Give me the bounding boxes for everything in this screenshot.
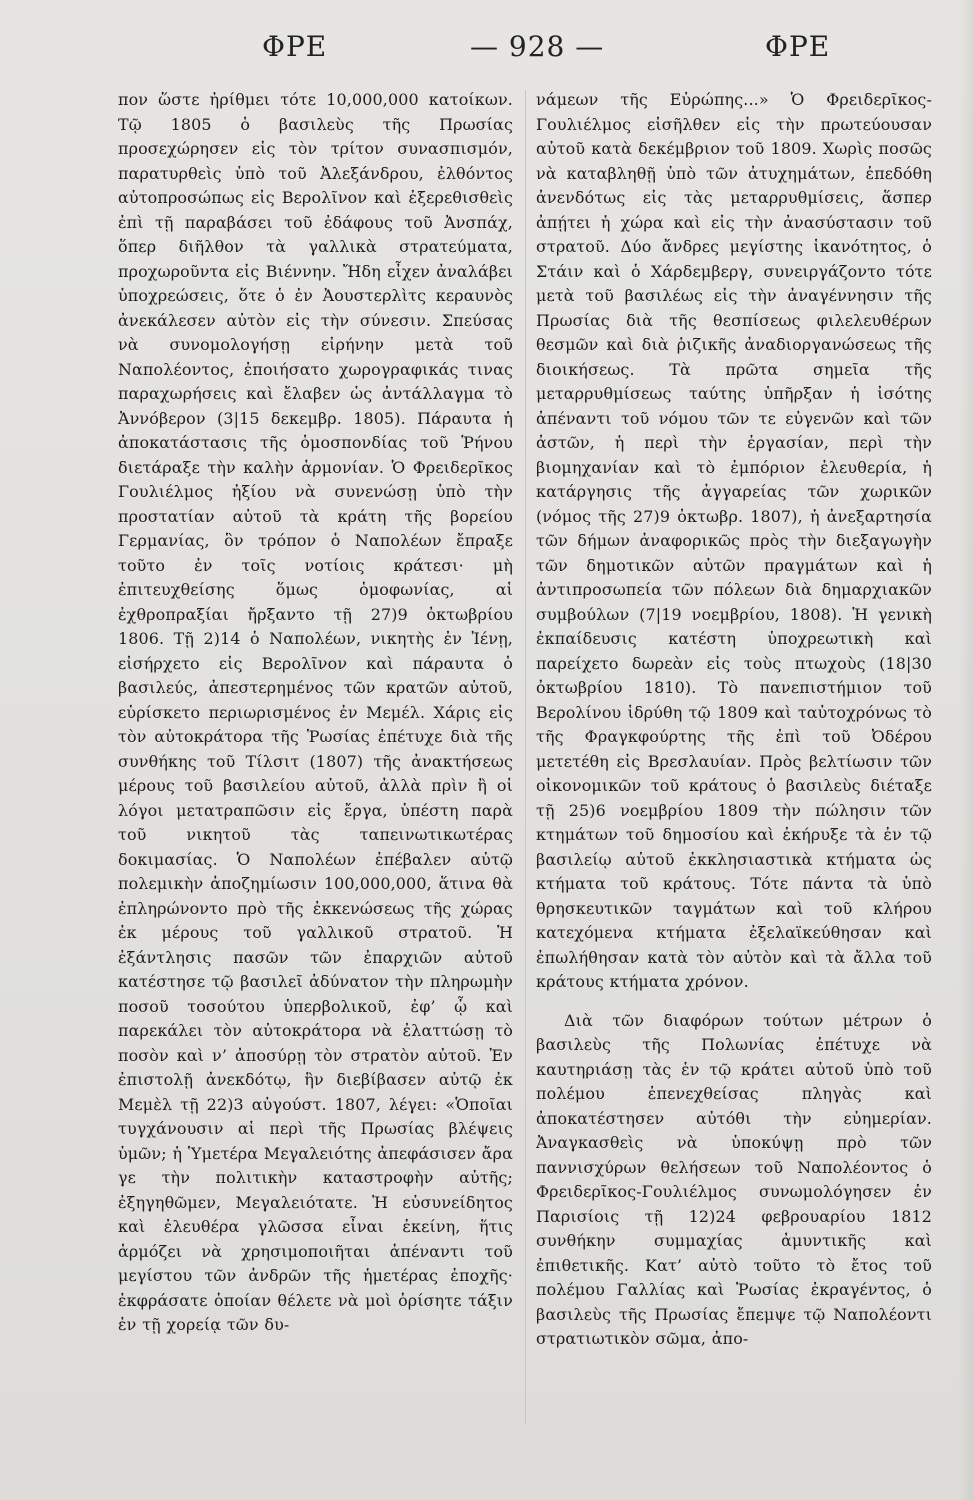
right-column	[536, 88, 932, 1352]
page-header	[0, 30, 973, 74]
right-column-paragraph-1: νάμεων τῆς Εὐρώπης...» Ὁ Φρειδερῖκος-Γουλιέλμος εἰσῆλθεν εἰς τὴν πρωτεύουσαν αὐτοῦ κατὰ δεκέμβριον τοῦ 1809. Χωρὶς ποσῶς νὰ καταβληθῇ ὑπὸ τῶν ἀτυχημάτων, ἐπεδόθη ἀνενδότως εἰς τὰς μεταρρυθμίσεις, ἅσπερ ἀπῄτει ἡ χώρα καὶ εἰς τὴν ἀνασύστασιν τοῦ στρατοῦ. Δύο ἄνδρες μεγίστης ἱκανότητος, ὁ Στάιν καὶ ὁ Χάρδεμβεργ, συνειργάζοντο τότε μετὰ τοῦ βασιλέως εἰς τὴν ἀναγέννησιν τῆς Πρωσίας διὰ τῆς θεσπίσεως φιλελευθέρων θεσμῶν καὶ διὰ ῥιζικῆς ἀναδιοργανώσεως τῆς διοικήσεως. Τὰ πρῶτα σημεῖα τῆς μεταρρυθμίσεως ταύτης ὑπῆρξαν ἡ ἰσότης ἀπέναντι τοῦ νόμου τῶν τε εὐγενῶν καὶ τῶν ἀστῶν, ἡ περὶ τὴν ἐργασίαν, περὶ τὴν βιομηχανίαν καὶ τὸ ἐμπόριον ἐλευθερία, ἡ κατάργησις τῆς ἀγγαρείας τῶν χωρικῶν (νόμος τῆς 27)9 ὀκτωβρ. 1807), ἡ ἀνεξαρτησία τῶν δήμων ἀναφορικῶς πρὸς τὴν διεξαγωγὴν τῶν δημοτικῶν αὐτῶν πραγμάτων καὶ ἡ ἀντιπροσωπεία τῶν πόλεων διὰ δημαρχιακῶν συμβούλων (7|19 νοεμβρίου, 1808). Ἡ γενικὴ ἐκπαίδευσις κατέστη ὑποχρεωτικὴ καὶ παρείχετο δωρεὰν εἰς τοὺς πτωχοὺς (18|30 ὀκτωβρίου 1810). Τὸ πανεπιστήμιον τοῦ Βερολίνου ἱδρύθη τῷ 1809 καὶ ταὐτοχρόνως τὸ τῆς Φραγκφούρτης τῆς ἐπὶ τοῦ Ὀδέρου μετετέθη εἰς Βρεσλαυίαν. Πρὸς βελτίωσιν τῶν οἰκονομικῶν τοῦ κράτους ὁ βασιλεὺς διέταξε τῇ 25)6 νοεμβρίου 1809 τὴν πώλησιν τῶν κτημάτων τοῦ δημοσίου καὶ ἐκήρυξε τὰ ἐν τῷ βασιλείῳ αὐτοῦ ἐκκλησιαστικὰ κτήματα ὡς κτήματα τοῦ κράτους. Τότε πάντα τὰ ὑπὸ θρησκευτικῶν ταγμάτων καὶ τοῦ κλήρου κατεχόμενα κτήματα ἐξελαϊκεύθησαν καὶ ἐπωλήθησαν κατὰ τὸν αὐτὸν καὶ τὰ ἄλλα τοῦ κράτους κτήματα χρόνον.	[536, 90, 932, 991]
left-column	[118, 88, 513, 1338]
column-divider	[525, 90, 526, 1425]
page-number: — 928 —	[470, 30, 605, 63]
scan-edge-shadow	[959, 0, 973, 1500]
running-head-right: ΦΡΕ	[765, 30, 831, 63]
left-column-text: πον ὥστε ἠρίθμει τότε 10,000,000 κατοίκων. Τῷ 1805 ὁ βασιλεὺς τῆς Πρωσίας προσεχώρησεν εἰς τὸν τρίτον συνασπισμόν, παρατυρθεὶς ὑπὸ τοῦ Ἀλεξάνδρου, ἐλθόντος αὐτοπροσώπως εἰς Βερολῖνον καὶ ἐξερεθισθεὶς ἐπὶ τῇ παραβάσει τοῦ ἐδάφους τοῦ Ἀνσπάχ, ὅπερ διῆλθον τὰ γαλλικὰ στρατεύματα, προχωροῦντα εἰς Βιέννην. Ἤδη εἶχεν ἀναλάβει ὑποχρεώσεις, ὅτε ὁ ἐν Ἀουστερλὶτς κεραυνὸς ἀνεκάλεσεν αὐτὸν εἰς τὴν σύνεσιν. Σπεύσας νὰ συνομολογήσῃ εἰρήνην μετὰ τοῦ Ναπολέοντος, ἐποιήσατο χωρογραφικάς τινας παραχωρήσεις καὶ ἔλαβεν ὡς ἀντάλλαγμα τὸ Ἀννόβερον (3|15 δεκεμβρ. 1805). Πάραυτα ἡ ἀποκατάστασις τῆς ὁμοσπονδίας τοῦ Ῥήνου διετάραξε τὴν καλὴν ἁρμονίαν. Ὁ Φρειδερῖκος Γουλιέλμος ἠξίου νὰ συνενώσῃ ὑπὸ τὴν προστατίαν αὐτοῦ τὰ κράτη τῆς βορείου Γερμανίας, ὃν τρόπον ὁ Ναπολέων ἔπραξε τοῦτο ἐν τοῖς νοτίοις κράτεσι· μὴ ἐπιτευχθείσης ὅμως ὁμοφωνίας, αἱ ἐχθροπραξίαι ἤρξαντο τῇ 27)9 ὀκτωβρίου 1806. Τῇ 2)14 ὁ Ναπολέων, νικητὴς ἐν Ἰένῃ, εἰσήρχετο εἰς Βερολῖνον καὶ πάραυτα ὁ βασιλεύς, ἀπεστερημένος τῶν κρατῶν αὐτοῦ, εὑρίσκετο περιωρισμένος ἐν Μεμέλ. Χάρις εἰς τὸν αὐτοκράτορα τῆς Ῥωσίας ἐπέτυχε διὰ τῆς συνθήκης τοῦ Τίλσιτ (1807) τῆς ἀνακτήσεως μέρους τοῦ βασιλείου αὐτοῦ, ἀλλὰ πρὶν ἢ οἱ λόγοι μετατραπῶσιν εἰς ἔργα, ὑπέστη παρὰ τοῦ νικητοῦ τὰς ταπεινωτικωτέρας δοκιμασίας. Ὁ Ναπολέων ἐπέβαλεν αὐτῷ πολεμικὴν ἀποζημίωσιν 100,000,000, ἅτινα θὰ ἐπληρώνοντο πρὸ τῆς ἐκκενώσεως τῆς χώρας ἐκ μέρους τοῦ γαλλικοῦ στρατοῦ. Ἡ ἐξάντλησις πασῶν τῶν ἐπαρχιῶν αὐτοῦ κατέστησε τῷ βασιλεῖ ἀδύνατον τὴν πληρωμὴν ποσοῦ τοσούτου ὑπερβολικοῦ, ἐφ’ ᾧ καὶ παρεκάλει τὸν αὐτοκράτορα νὰ ἐλαττώσῃ τὸ ποσὸν καὶ ν’ ἀποσύρῃ τὸν στρατὸν αὐτοῦ. Ἐν ἐπιστολῇ ἀνεκδότῳ, ἣν διεβίβασεν αὐτῷ ἐκ Μεμὲλ τῇ 22)3 αὐγούστ. 1807, λέγει: «Ὁποῖαι τυγχάνουσιν αἱ περὶ τῆς Πρωσίας βλέψεις ὑμῶν; ἡ Ὑμετέρα Μεγαλειότης ἀπεφάσισεν ἄρα γε τὴν πολιτικὴν καταστροφὴν αὐτῆς; ἐξηγηθῶμεν, Μεγαλειότατε. Ἡ εὐσυνείδητος καὶ ἐλευθέρα γλῶσσα εἶναι ἐκείνη, ἥτις ἁρμόζει νὰ χρησιμοποιῆται ἀπέναντι τοῦ μεγίστου τῶν ἀνδρῶν τῆς ἡμετέρας ἐποχῆς· ἐκφράσατε ὁποίαν θέλετε νὰ μοὶ ὁρίσητε τάξιν ἐν τῇ χορείᾳ τῶν δυ-	[118, 90, 513, 1334]
running-head-left: ΦΡΕ	[262, 30, 328, 63]
right-column-paragraph-2: Διὰ τῶν διαφόρων τούτων μέτρων ὁ βασιλεὺς τῆς Πολωνίας ἐπέτυχε νὰ καυτηριάσῃ τὰς ἐν τῷ κράτει αὐτοῦ ὑπὸ τοῦ πολέμου ἐπενεχθείσας πληγὰς καὶ ἀποκατέστησεν αὐτόθι τὴν εὐημερίαν. Ἀναγκασθεὶς νὰ ὑποκύψῃ πρὸ τῶν παννισχύρων θελήσεων τοῦ Ναπολέοντος ὁ Φρειδερῖκος-Γουλιέλμος συνωμολόγησεν ἐν Παρισίοις τῇ 12)24 φεβρουαρίου 1812 συνθήκην συμμαχίας ἀμυντικῆς καὶ ἐπιθετικῆς. Κατ’ αὐτὸ τοῦτο τὸ ἔτος τοῦ πολέμου Γαλλίας καὶ Ῥωσίας ἐκραγέντος, ὁ βασιλεὺς τῆς Πρωσίας ἔπεμψε τῷ Ναπολέοντι στρατιωτικὸν σῶμα, ἀπο-	[536, 1010, 932, 1348]
